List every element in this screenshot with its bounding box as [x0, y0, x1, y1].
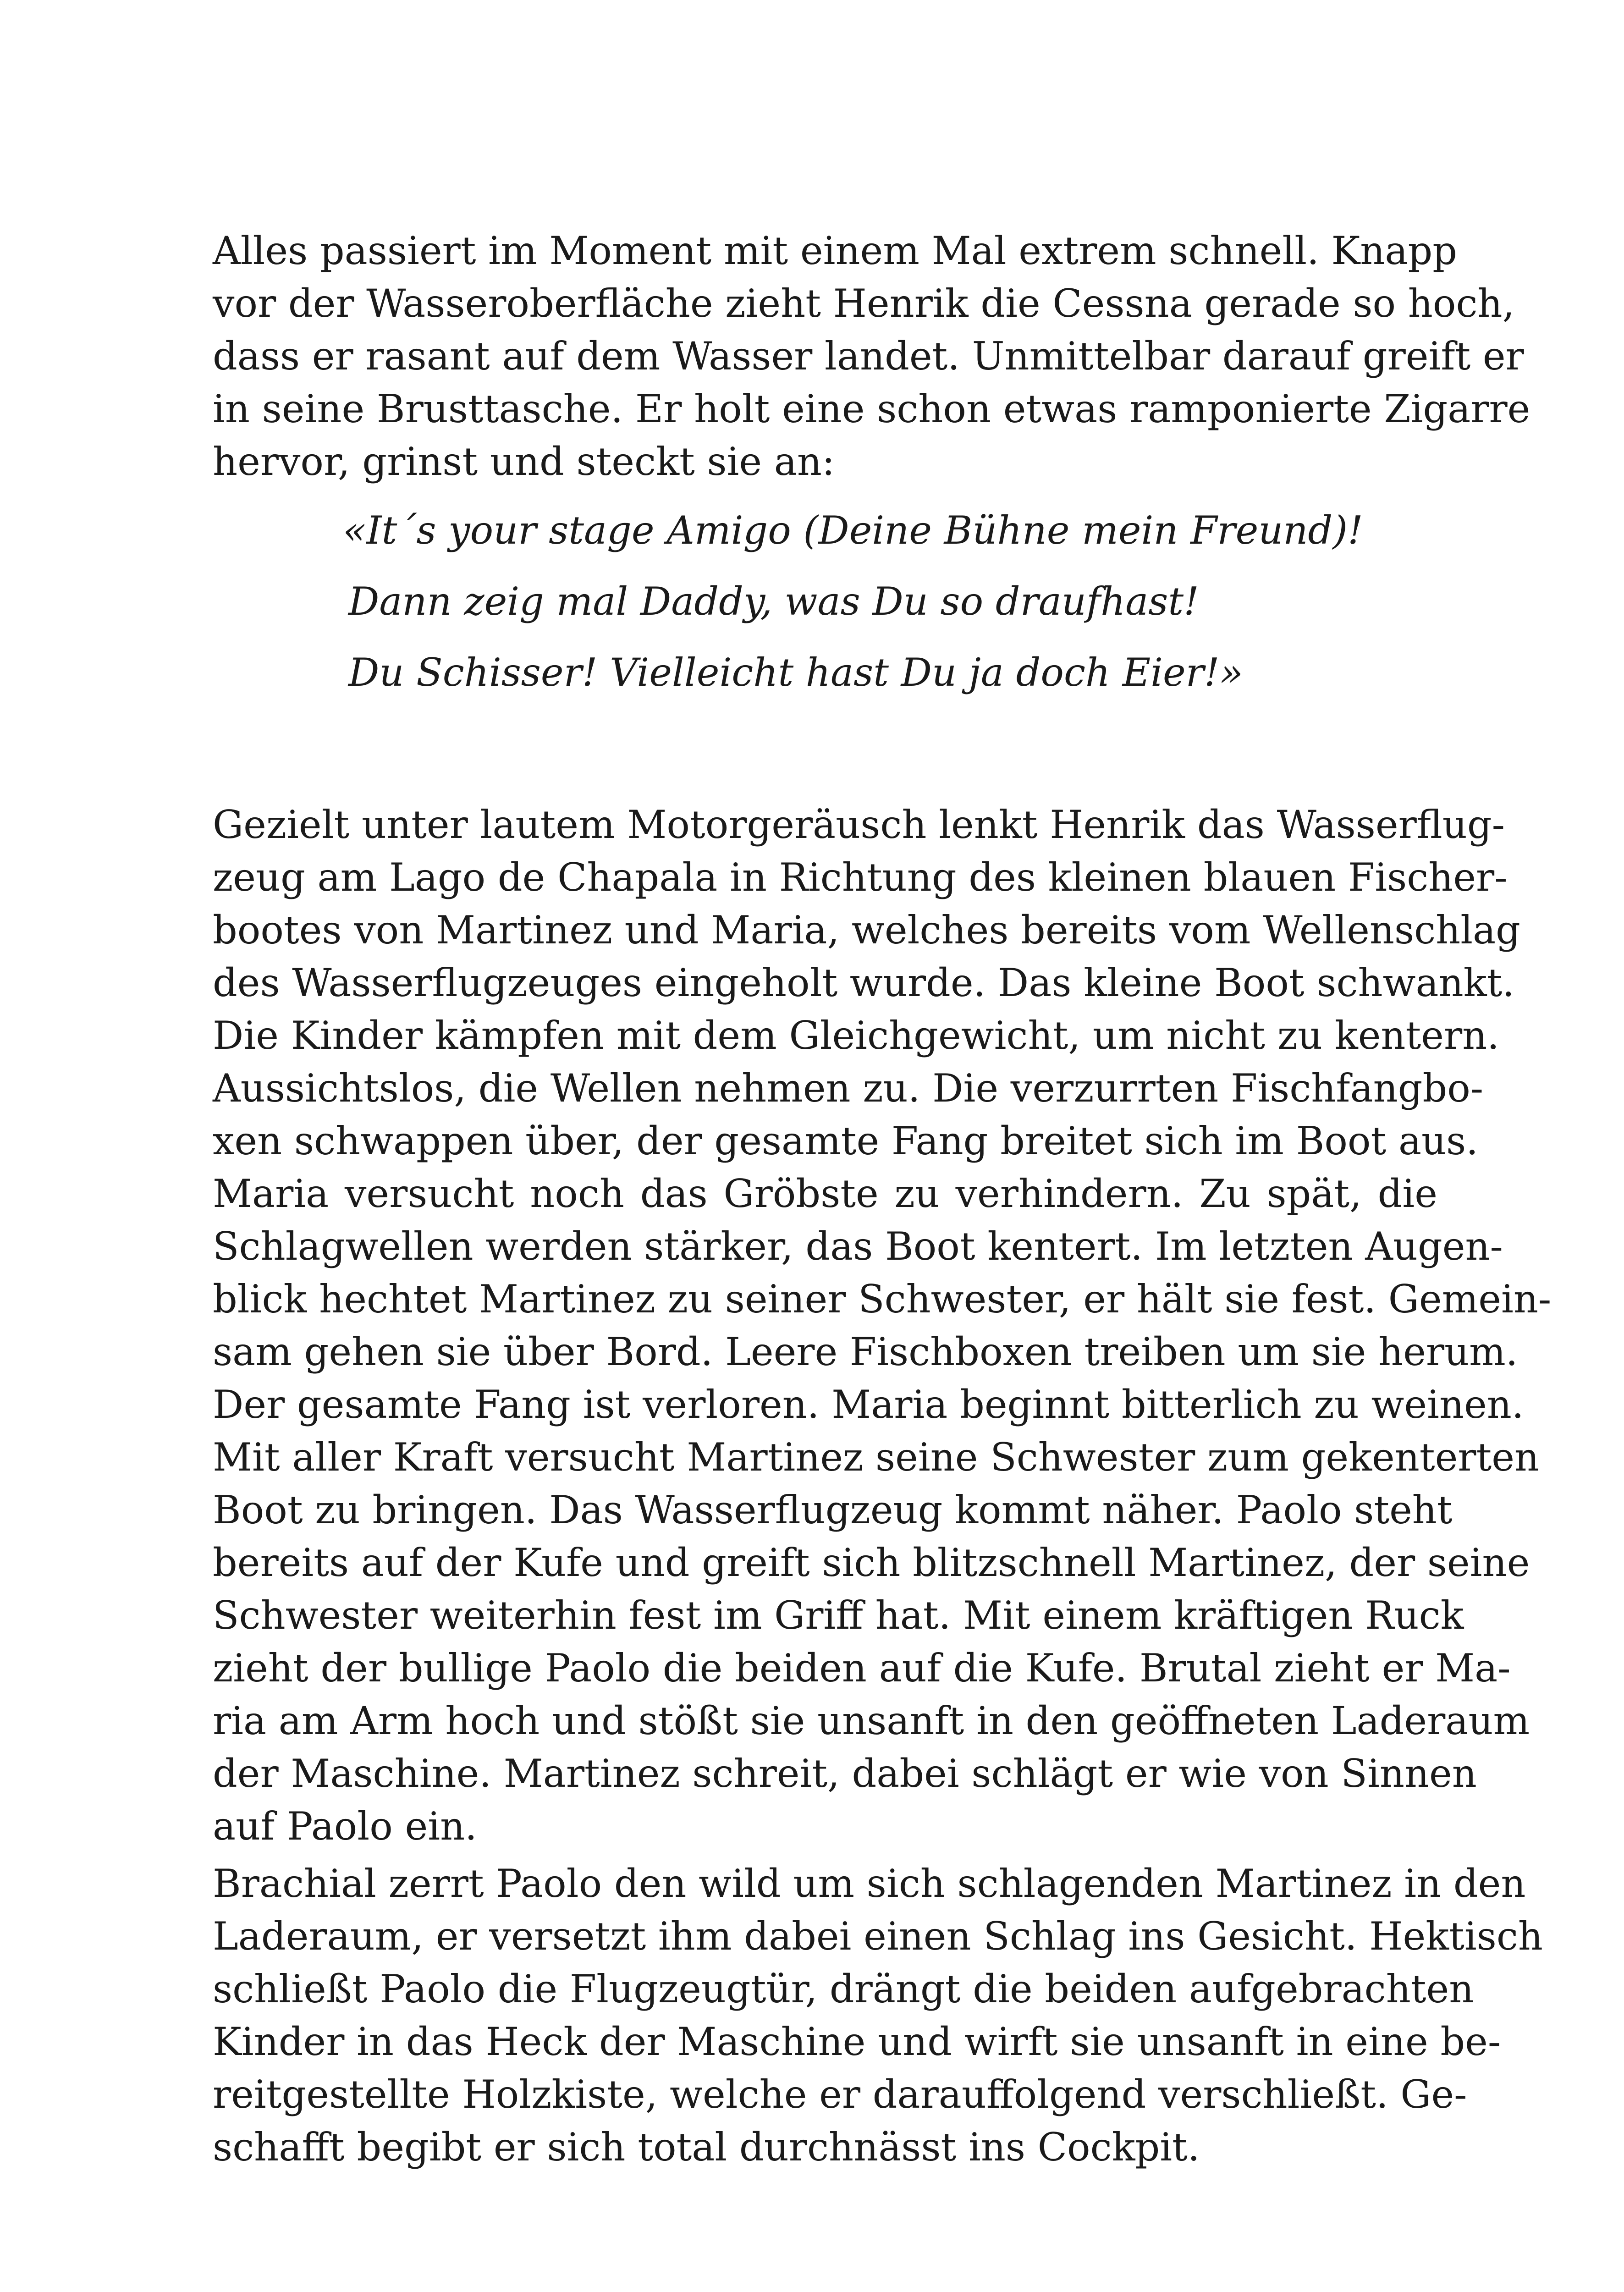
text-line: Brachial zerrt Paolo den wild um sich schlagenden Martinez in den [213, 1861, 1526, 1906]
text-line: zeug am Lago de Chapala in Richtung des kleinen blauen Fischer- [213, 855, 1508, 900]
text-line: hervor, grinst und steckt sie an: [213, 439, 835, 484]
text-line: Alles passiert im Moment mit einem Mal extrem schnell. Knapp [213, 228, 1457, 273]
text-line: Mit aller Kraft versucht Martinez seine Schwester zum gekenterten [213, 1435, 1540, 1480]
text-line: bootes von Martinez und Maria, welches bereits vom Wellenschlag [213, 908, 1520, 953]
paragraph-3 [213, 1857, 1543, 2174]
text-line: blick hechtet Martinez zu seiner Schwester, er hält sie fest. Gemein- [213, 1277, 1552, 1322]
text-line: dass er rasant auf dem Wasser landet. Unmittelbar darauf greift er [213, 334, 1524, 379]
text-line: Aussichtslos, die Wellen nehmen zu. Die verzurrten Fischfangbo- [213, 1066, 1484, 1111]
text-line: Gezielt unter lautem Motorgeräusch lenkt Henrik das Wasserflug- [213, 802, 1505, 847]
paragraph-2 [213, 799, 1552, 1853]
text-line: Kinder in das Heck der Maschine und wirft sie unsanft in eine be- [213, 2019, 1501, 2064]
text-line: Maria versucht noch das Gröbste zu verhindern. Zu spät, die [213, 1171, 1437, 1216]
text-line: Der gesamte Fang ist verloren. Maria beginnt bitterlich zu weinen. [213, 1382, 1524, 1427]
text-line: auf Paolo ein. [213, 1804, 477, 1849]
text-line: der Maschine. Martinez schreit, dabei schlägt er wie von Sinnen [213, 1751, 1477, 1796]
paragraph-1 [213, 225, 1530, 488]
text-line: schafft begibt er sich total durchnässt ins Cockpit. [213, 2125, 1200, 2170]
quote-line-3: Du Schisser! Vielleicht hast Du ja doch Eier!» [348, 650, 1244, 695]
quote-line-1: «It´s your stage Amigo (Deine Bühne mein Freund)! [343, 508, 1363, 553]
text-line: zieht der bullige Paolo die beiden auf die Kufe. Brutal zieht er Ma- [213, 1646, 1511, 1691]
text-line: vor der Wasseroberfläche zieht Henrik die Cessna gerade so hoch, [213, 281, 1515, 326]
text-line: xen schwappen über, der gesamte Fang breitet sich im Boot aus. [213, 1118, 1478, 1163]
quote-line-2: Dann zeig mal Daddy, was Du so draufhast! [348, 579, 1199, 624]
text-line: sam gehen sie über Bord. Leere Fischboxen treiben um sie herum. [213, 1329, 1518, 1374]
text-line: Laderaum, er versetzt ihm dabei einen Schlag ins Gesicht. Hektisch [213, 1914, 1543, 1959]
text-line: Die Kinder kämpfen mit dem Gleichgewicht, um nicht zu kentern. [213, 1013, 1499, 1058]
text-line: Schlagwellen werden stärker, das Boot kentert. Im letzten Augen- [213, 1224, 1503, 1269]
text-line: Schwester weiterhin fest im Griff hat. Mit einem kräftigen Ruck [213, 1593, 1464, 1638]
text-line: Boot zu bringen. Das Wasserflugzeug kommt näher. Paolo steht [213, 1488, 1453, 1532]
text-line: des Wasserflugzeuges eingeholt wurde. Das kleine Boot schwankt. [213, 960, 1515, 1005]
text-line: bereits auf der Kufe und greift sich blitzschnell Martinez, der seine [213, 1540, 1530, 1585]
text-line: schließt Paolo die Flugzeugtür, drängt die beiden aufgebrachten [213, 1967, 1474, 2011]
text-line: in seine Brusttasche. Er holt eine schon etwas ramponierte Zigarre [213, 386, 1530, 431]
text-line: ria am Arm hoch und stößt sie unsanft in den geöffneten Laderaum [213, 1698, 1530, 1743]
text-line: reitgestellte Holzkiste, welche er darauffolgend verschließt. Ge- [213, 2072, 1467, 2117]
